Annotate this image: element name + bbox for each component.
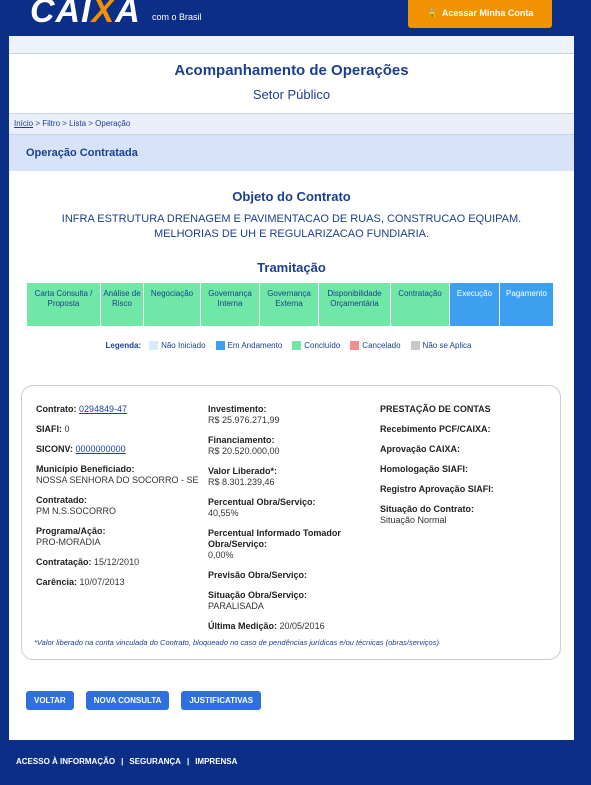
siafi-value: 0 xyxy=(64,424,70,434)
legend-label: Cancelado xyxy=(362,341,401,350)
contrato-label: Contrato: xyxy=(36,404,77,414)
objeto-text: INFRA ESTRUTURA DRENAGEM E PAVIMENTACAO DE RUAS, CONSTRUCAO EQUIPAM. MELHORIAS DE UH E REGULARIZACAO FUNDIARIA. xyxy=(61,213,522,240)
step-negociacao: Negociação xyxy=(144,283,201,326)
nova-consulta-button[interactable]: NOVA CONSULTA xyxy=(86,691,170,710)
step-contratacao: Contratação xyxy=(391,283,450,326)
legend-label: Não se Aplica xyxy=(422,341,472,350)
field-contrato xyxy=(36,404,201,415)
tramitacao-steps xyxy=(27,283,554,326)
legend-label: Concluído xyxy=(304,341,341,350)
contrato-link[interactable]: 0294849-47 xyxy=(79,404,128,414)
contract-details-card xyxy=(21,385,561,660)
field-percentual-obra xyxy=(208,497,376,519)
registro-label: Registro Aprovação SIAFI: xyxy=(380,484,494,494)
legend-swatch xyxy=(216,341,225,350)
homologacao-label: Homologação SIAFI: xyxy=(380,464,469,474)
logo-text-x: X xyxy=(91,0,116,30)
footer-link-acesso[interactable]: ACESSO À INFORMAÇÃO xyxy=(16,757,116,766)
contratacao-label: Contratação: xyxy=(36,557,92,567)
liberado-label: Valor Liberado*: xyxy=(208,466,278,476)
legend-cancelado xyxy=(350,341,400,350)
logo-text-end: A xyxy=(115,0,141,30)
municipio-label: Município Beneficiado: xyxy=(36,464,135,474)
field-municipio xyxy=(36,464,201,486)
perc-obra-label: Percentual Obra/Serviço: xyxy=(208,497,316,507)
lock-icon: 🔒 xyxy=(426,8,438,18)
account-access-button[interactable] xyxy=(408,0,552,28)
field-situacao-obra xyxy=(208,590,376,612)
legend-concluido xyxy=(292,341,340,350)
voltar-button[interactable]: VOLTAR xyxy=(26,691,74,710)
footer-separator: | xyxy=(186,757,190,766)
carencia-value: 10/07/2013 xyxy=(79,577,125,587)
details-column-1 xyxy=(36,404,201,597)
footer-links xyxy=(16,757,237,766)
footer-link-seguranca[interactable]: SEGURANÇA xyxy=(129,757,181,766)
legend-em-andamento xyxy=(216,341,283,350)
siconv-link[interactable]: 0000000000 xyxy=(75,444,126,454)
investimento-label: Investimento: xyxy=(208,404,267,414)
situacao-obra-value: PARALISADA xyxy=(208,601,264,611)
top-header xyxy=(0,0,591,36)
page-title: Acompanhamento de Operações xyxy=(174,62,409,79)
field-percentual-tomador xyxy=(208,528,376,561)
field-carencia xyxy=(36,577,201,588)
perc-obra-value: 40,55% xyxy=(208,508,239,518)
carencia-label: Carência: xyxy=(36,577,78,587)
tramitacao-title: Tramitação xyxy=(257,260,326,275)
situacao-obra-label: Situação Obra/Serviço: xyxy=(208,590,308,600)
caixa-logo[interactable] xyxy=(30,0,141,31)
investimento-value: R$ 25.976.271,99 xyxy=(208,415,280,425)
legend-nao-iniciado xyxy=(149,341,205,350)
step-carta-consulta: Carta Consulta / Proposta xyxy=(27,283,101,326)
details-column-2 xyxy=(208,404,376,641)
step-analise-risco: Análise de Risco xyxy=(101,283,144,326)
recebimento-label: Recebimento PCF/CAIXA: xyxy=(380,424,491,434)
contratacao-value: 15/12/2010 xyxy=(94,557,140,567)
perc-tomador-label: Percentual Informado Tomador Obra/Serviço: xyxy=(208,528,341,549)
prestacao-label: PRESTAÇÃO DE CONTAS xyxy=(380,404,491,414)
perc-tomador-value: 0,00% xyxy=(208,550,234,560)
programa-value: PRO-MORADIA xyxy=(36,537,101,547)
legend-swatch xyxy=(149,341,158,350)
breadcrumb-trail: > Filtro > Lista > Operação xyxy=(33,119,131,128)
objeto-title: Objeto do Contrato xyxy=(232,189,351,204)
logo-text-start: CAI xyxy=(30,0,92,30)
siafi-label: SIAFI: xyxy=(36,424,62,434)
legend-title: Legenda: xyxy=(105,341,142,350)
step-governanca-interna: Governança Interna xyxy=(201,283,260,326)
step-governanca-externa: Governança Externa xyxy=(260,283,319,326)
details-column-3 xyxy=(380,404,550,535)
footer-separator: | xyxy=(121,757,124,766)
ultima-value: 20/05/2016 xyxy=(279,621,325,631)
municipio-value: NOSSA SENHORA DO SOCORRO - SE xyxy=(36,475,199,485)
section-title: Operação Contratada xyxy=(9,135,574,171)
field-siafi xyxy=(36,424,201,435)
legend-label: Em Andamento xyxy=(227,341,283,350)
legend xyxy=(9,341,574,350)
page-subtitle: Setor Público xyxy=(252,87,331,102)
logo-slogan: com o Brasil xyxy=(152,12,202,22)
breadcrumb xyxy=(9,113,574,135)
field-previsao xyxy=(208,570,376,581)
field-siconv xyxy=(36,444,201,455)
field-contratado xyxy=(36,495,201,517)
action-buttons xyxy=(26,691,261,710)
legend-swatch xyxy=(350,341,359,350)
field-aprovacao xyxy=(380,444,550,455)
field-contratacao xyxy=(36,557,201,568)
siconv-label: SICONV: xyxy=(36,444,74,454)
legend-swatch xyxy=(411,341,420,350)
step-disponibilidade: Disponibilidade Orçamentária xyxy=(319,283,391,326)
contratado-label: Contratado: xyxy=(36,495,87,505)
situacao-contrato-label: Situação do Contrato: xyxy=(380,504,474,514)
step-pagamento: Pagamento xyxy=(500,283,554,326)
field-situacao-contrato xyxy=(380,504,550,526)
step-execucao: Execução xyxy=(450,283,500,326)
header-strip xyxy=(9,36,574,54)
situacao-contrato-value: Situação Normal xyxy=(380,515,447,525)
field-registro xyxy=(380,484,550,495)
field-ultima-medicao xyxy=(208,621,376,632)
aprovacao-label: Aprovação CAIXA: xyxy=(380,444,461,454)
field-homologacao xyxy=(380,464,550,475)
field-recebimento xyxy=(380,424,550,435)
programa-label: Programa/Ação: xyxy=(36,526,106,536)
legend-label: Não Iniciado xyxy=(161,341,206,350)
field-financiamento xyxy=(208,435,376,457)
liberado-value: R$ 8.301.239,46 xyxy=(208,477,275,487)
legend-nao-se-aplica xyxy=(411,341,472,350)
legend-swatch xyxy=(292,341,301,350)
contratado-value: PM N.S.SOCORRO xyxy=(36,506,117,516)
financiamento-value: R$ 20.520.000,00 xyxy=(208,446,280,456)
field-investimento xyxy=(208,404,376,426)
justificativas-button[interactable]: JUSTIFICATIVAS xyxy=(181,691,261,710)
footnote: *Valor liberado na conta vinculada do Contrato, bloqueado no caso de pendências jurídicas e/ou técnicas (obras/serviços) xyxy=(34,638,439,647)
breadcrumb-home-link[interactable]: Início xyxy=(14,119,34,128)
previsao-label: Previsão Obra/Serviço: xyxy=(208,570,308,580)
field-valor-liberado xyxy=(208,466,376,488)
field-prestacao xyxy=(380,404,550,415)
financiamento-label: Financiamento: xyxy=(208,435,275,445)
main-panel xyxy=(9,36,574,740)
ultima-label: Última Medição: xyxy=(208,621,278,631)
account-access-label: Acessar Minha Conta xyxy=(441,8,534,18)
field-programa xyxy=(36,526,201,548)
footer-link-imprensa[interactable]: IMPRENSA xyxy=(195,757,238,766)
